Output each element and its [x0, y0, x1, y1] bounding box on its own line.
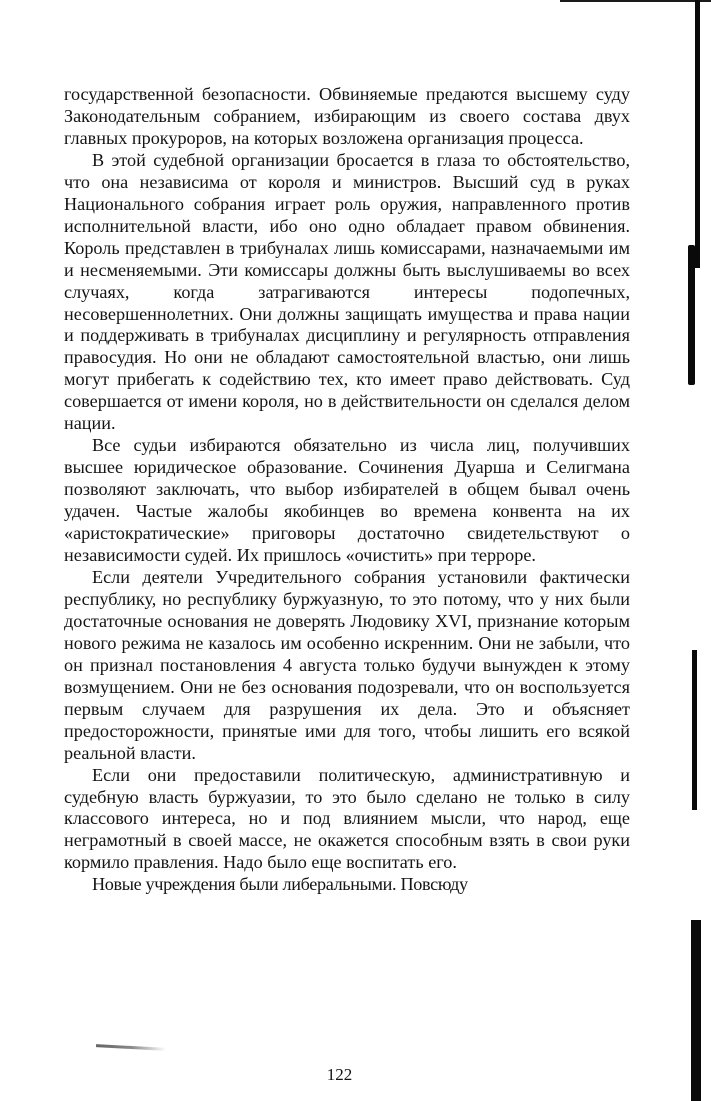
paragraph: Все судьи избираются обязательно из числа лиц, получивших высшее юридическое образование. Сочинения Дуарша и Селигмана позволяют заключать, что выбор избирателей в общем бывал очень удачен. Частые жалобы якобинцев во времена конвента на их «аристократические» приговоры достаточно свидетельствуют о независимости судей. Их пришлось «очистить» при терроре.: [64, 435, 630, 566]
paragraph: государственной безопасности. Обвиняемые предаются высшему суду Законодательным собранием, избирающим из своего состава двух главных прокуроров, на которых возложена организация процесса.: [64, 84, 630, 148]
scan-smudge: [96, 1044, 166, 1051]
scan-edge-bar: [695, 0, 700, 268]
paragraph: Новые учреждения были либеральными. Повсюду: [92, 874, 468, 895]
scan-edge-bar: [688, 245, 695, 385]
scan-edge-bar: [692, 650, 697, 810]
paragraph: Если они предоставили политическую, административную и судебную власть буржуазии, то это было сделано не только в силу классового интереса, но и под влиянием мысли, что народ, еще неграмотный в своей массе, не окажется способным взять в свои руки кормило правления. Надо было еще воспитать его.: [64, 764, 630, 873]
body-text: [64, 84, 630, 896]
paragraph: Если деятели Учредительного собрания установили фактически республику, но республику буржуазную, то это потому, что у них были достаточные основания не доверять Людовику XVI, признание которым нового режима не казалось им особенно искренним. Они не забыли, что он признал постановления 4 августа только будучи вынужден к этому возмущением. Они не без основания подозревали, что он воспользуется первым случаем для разрушения их дела. Это и объясняет предосторожности, принятые ими для того, чтобы лишить его всякой реальной власти.: [64, 566, 630, 763]
paragraph: В этой судебной организации бросается в глаза то обстоятельство, что она независима от короля и министров. Высший суд в руках Национального собрания играет роль оружия, направленного против исполнительной власти, ибо оно одно обладает правом обвинения. Король представлен в трибуналах лишь комиссарами, назначаемыми им и несменяемыми. Эти комиссары должны быть выслушиваемы во всех случаях, когда затрагиваются интересы подопечных, несовершеннолетних. Они должны защищать имущества и права нации и поддерживать в трибуналах дисциплину и регулярность отправления правосудия. Но они не обладают самостоятельной властью, они лишь могут прибегать к содействию тех, кто имеет право действовать. Суд совершается от имени короля, но в действительности он сделался делом нации.: [64, 149, 630, 434]
page-number: 122: [326, 1065, 353, 1084]
scan-edge-top: [560, 0, 711, 2]
